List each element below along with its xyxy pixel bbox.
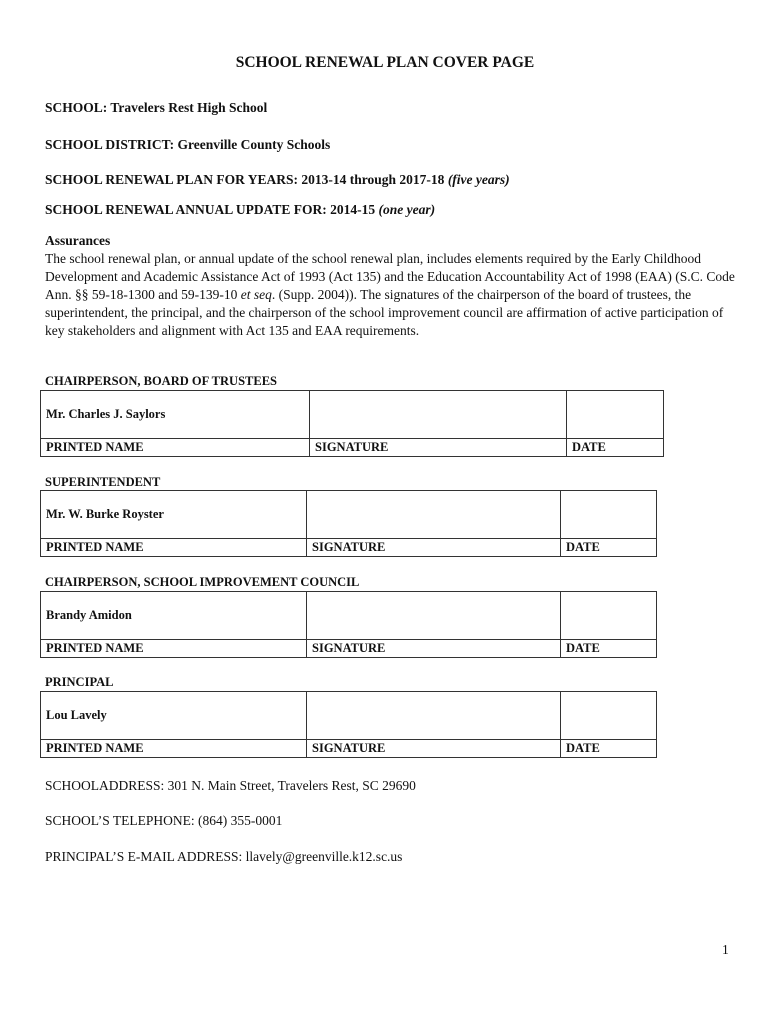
school-label: SCHOOL: <box>45 100 108 115</box>
date-field[interactable] <box>567 391 664 439</box>
plan-years-note: (five years) <box>447 172 510 187</box>
signature-header: SIGNATURE <box>310 439 567 457</box>
annual-update-line <box>45 202 435 218</box>
date-header: DATE <box>567 439 664 457</box>
date-field[interactable] <box>561 491 657 539</box>
date-field[interactable] <box>561 592 657 640</box>
signature-field[interactable] <box>307 592 561 640</box>
annual-update-note: (one year) <box>378 202 436 217</box>
role-label-principal: PRINCIPAL <box>45 675 114 689</box>
signature-header: SIGNATURE <box>307 740 561 758</box>
signature-field[interactable] <box>307 692 561 740</box>
printed-name-cell: Brandy Amidon <box>41 592 307 640</box>
signature-field[interactable] <box>307 491 561 539</box>
signature-table-principal <box>40 691 657 758</box>
annual-update-value: 2014-15 <box>330 202 376 217</box>
principal-email: PRINCIPAL’S E-MAIL ADDRESS: llavely@greenville.k12.sc.us <box>45 849 403 864</box>
date-field[interactable] <box>561 692 657 740</box>
date-header: DATE <box>561 640 657 658</box>
printed-name-cell: Mr. W. Burke Royster <box>41 491 307 539</box>
district-label: SCHOOL DISTRICT: <box>45 137 175 152</box>
signature-table-council <box>40 591 657 658</box>
role-label-board: CHAIRPERSON, BOARD OF TRUSTEES <box>45 374 277 388</box>
page-number: 1 <box>722 942 729 957</box>
assurances-italic: et seq <box>240 287 272 302</box>
role-label-superintendent: SUPERINTENDENT <box>45 475 161 489</box>
district-value: Greenville County Schools <box>177 137 331 152</box>
assurances-section <box>45 232 735 340</box>
printed-name-header: PRINTED NAME <box>41 539 307 557</box>
assurances-text-2: . (Supp. 2004)). The signatures of the chairperson of the board of trustees, the superintendent, the principal, and the chairperson of the school improvement council are affirmation of active participation of key stakeholders and alignment with Act 135 and EAA requirements. <box>45 287 724 338</box>
page-title: SCHOOL RENEWAL PLAN COVER PAGE <box>235 54 535 71</box>
date-header: DATE <box>561 740 657 758</box>
school-address: SCHOOLADDRESS: 301 N. Main Street, Travelers Rest, SC 29690 <box>45 778 416 793</box>
school-telephone: SCHOOL’S TELEPHONE: (864) 355-0001 <box>45 813 283 828</box>
signature-table-superintendent <box>40 490 657 557</box>
plan-years-label: SCHOOL RENEWAL PLAN FOR YEARS: <box>45 172 299 187</box>
signature-table-board <box>40 390 664 457</box>
school-value: Travelers Rest High School <box>110 100 268 115</box>
printed-name-cell: Lou Lavely <box>41 692 307 740</box>
printed-name-header: PRINTED NAME <box>41 640 307 658</box>
assurances-text-1: The school renewal plan, or annual update of the school renewal plan, includes elements required by the Early Childhood Development and Academic Assistance Act of 1993 (Act 135) and the Education Accountability Act of 1998 (EAA) (S.C. Code Ann. §§ 59-18-1300 and 59-139-10 <box>45 251 735 302</box>
plan-years-value: 2013-14 through 2017-18 <box>301 172 445 187</box>
school-line <box>45 100 267 116</box>
printed-name-header: PRINTED NAME <box>41 740 307 758</box>
signature-field[interactable] <box>310 391 567 439</box>
plan-years-line <box>45 172 510 188</box>
annual-update-label: SCHOOL RENEWAL ANNUAL UPDATE FOR: <box>45 202 327 217</box>
signature-header: SIGNATURE <box>307 539 561 557</box>
district-line <box>45 137 330 153</box>
printed-name-header: PRINTED NAME <box>41 439 310 457</box>
signature-header: SIGNATURE <box>307 640 561 658</box>
role-label-council: CHAIRPERSON, SCHOOL IMPROVEMENT COUNCIL <box>45 575 360 589</box>
printed-name-cell: Mr. Charles J. Saylors <box>41 391 310 439</box>
assurances-heading: Assurances <box>45 233 111 248</box>
date-header: DATE <box>561 539 657 557</box>
